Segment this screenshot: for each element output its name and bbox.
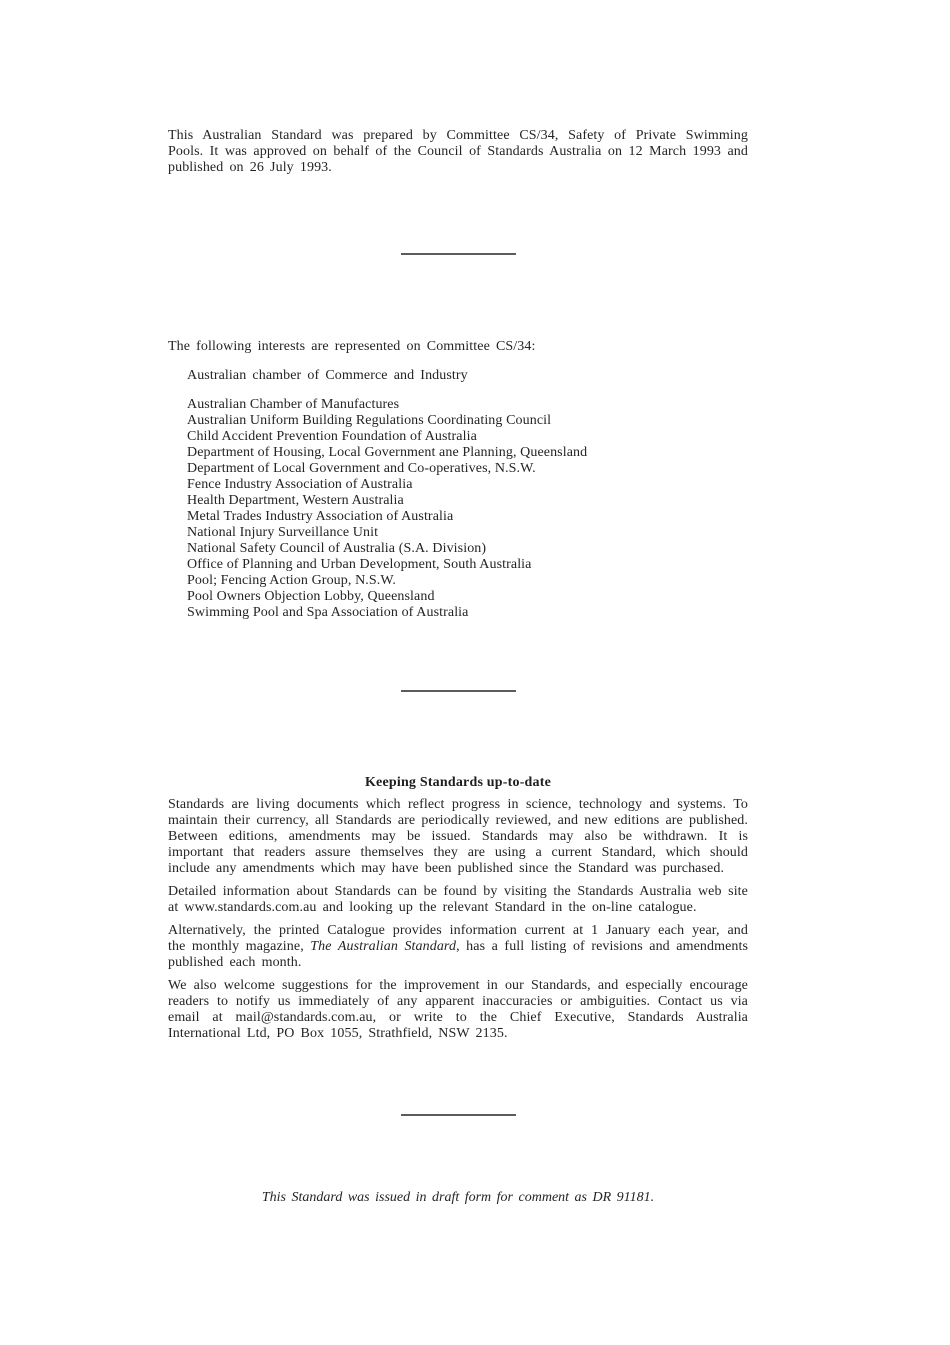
section-heading: Keeping Standards up-to-date <box>364 775 552 790</box>
divider-rule <box>401 1114 516 1116</box>
committee-member: Australian chamber of Commerce and Industry <box>187 368 468 383</box>
committee-member: Australian Uniform Building Regulations Coordinating Council <box>187 413 552 428</box>
committee-member: Health Department, Western Australia <box>187 493 404 508</box>
committee-member-list <box>168 397 748 621</box>
draft-form-note: This Standard was issued in draft form for comment as DR 91181. <box>261 1190 655 1205</box>
suggestions-contact-paragraph: We also welcome suggestions for the improvement in our Standards, and especially encourage readers to notify us immediately of any apparent inaccuracies or ambiguities. Contact us via email at mail@standards.com.au, or write to the Chief Executive, Standards Australia International Ltd, PO Box 1055, Strathfield, NSW 2135. <box>168 978 748 1041</box>
divider-rule <box>401 690 516 692</box>
committee-member: Pool; Fencing Action Group, N.S.W. <box>187 573 396 588</box>
preparation-note: This Australian Standard was prepared by Committee CS/34, Safety of Private Swimming Pools. It was approved on behalf of the Council of Standards Australia on 12 March 1993 and published on 26 July 1993. <box>168 128 748 175</box>
standards-currency-paragraph: Standards are living documents which reflect progress in science, technology and systems. To maintain their currency, all Standards are periodically reviewed, and new editions are published. Between editions, amendments may be issued. Standards may also be withdrawn. It is important that readers assure themselves they are using a current Standard, which should include any amendments which may have been published since the Standard was purchased. <box>168 797 748 876</box>
committee-member: Fence Industry Association of Australia <box>187 477 413 492</box>
committee-member: Metal Trades Industry Association of Australia <box>187 509 454 524</box>
catalogue-info-paragraph <box>168 923 748 971</box>
committee-member: Swimming Pool and Spa Association of Australia <box>187 605 469 620</box>
page-content <box>168 0 748 1206</box>
magazine-title: The Australian Standard <box>310 939 457 954</box>
committee-member: Child Accident Prevention Foundation of Australia <box>187 429 477 444</box>
catalogue-text-after: , has a full listing of revisions and amendments published each month. <box>168 939 749 970</box>
committee-member: Department of Local Government and Co-operatives, N.S.W. <box>187 461 536 476</box>
website-info-paragraph: Detailed information about Standards can be found by visiting the Standards Australia web site at www.standards.com.au and looking up the relevant Standard in the on-line catalogue. <box>168 884 748 915</box>
divider-rule <box>401 253 516 255</box>
committee-member: Australian Chamber of Manufactures <box>187 397 400 412</box>
committee-intro: The following interests are represented on Committee CS/34: <box>168 339 536 354</box>
committee-member: Office of Planning and Urban Development, South Australia <box>187 557 532 572</box>
committee-member: Department of Housing, Local Government ane Planning, Queensland <box>187 445 588 460</box>
committee-member: Pool Owners Objection Lobby, Queensland <box>187 589 435 604</box>
committee-member: National Safety Council of Australia (S.A. Division) <box>187 541 487 556</box>
catalogue-text-before: Alternatively, the printed Catalogue provides information current at 1 January each year, and the monthly magazine, <box>168 923 748 954</box>
committee-member: National Injury Surveillance Unit <box>187 525 379 540</box>
